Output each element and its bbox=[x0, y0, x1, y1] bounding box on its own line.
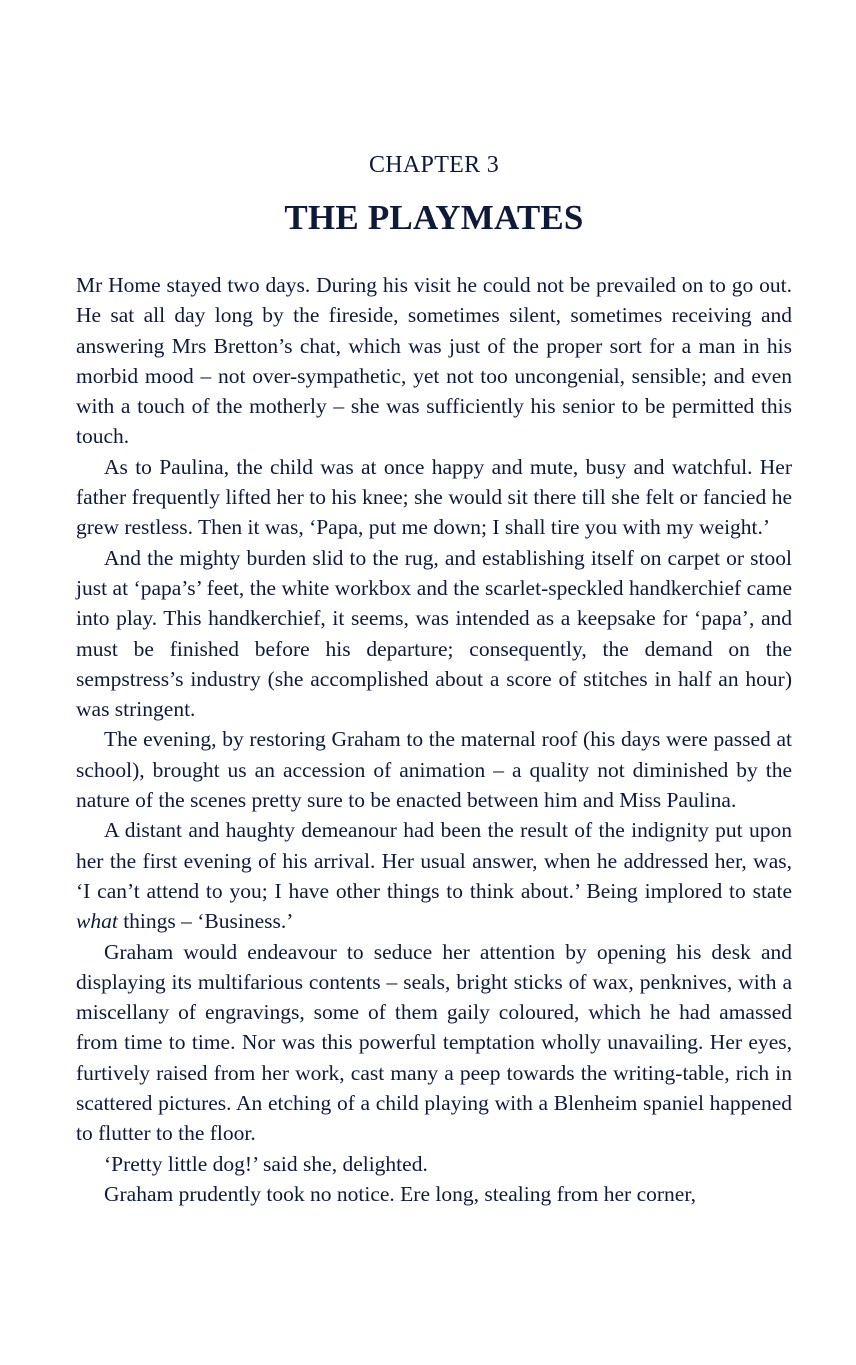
paragraph bbox=[76, 937, 792, 1149]
paragraph-text: Graham prudently took no notice. Ere long, stealing from her corner, bbox=[104, 1181, 696, 1206]
paragraph bbox=[76, 543, 792, 725]
paragraph-text: Mr Home stayed two days. During his visit he could not be prevailed on to go out. He sat all day long by the fireside, sometimes silent, sometimes receiving and answering Mrs Bretton’s chat, which was just of the proper sort for a man in his morbid mood – not over-sympathetic, yet not too uncongenial, sensible; and even with a touch of the motherly – she was sufficiently his senior to be permitted this touch. bbox=[76, 273, 792, 449]
paragraph bbox=[76, 270, 792, 452]
chapter-number: CHAPTER 3 bbox=[368, 152, 500, 178]
paragraph-text: And the mighty burden slid to the rug, and establishing itself on carpet or stool just at ‘papa’s’ feet, the white workbox and the scarlet-speckled handkerchief came into play. This handkerchief, it seems, was intended as a keepsake for ‘papa’, and must be finished before his departure; consequently, the demand on the sempstress’s industry (she accomplished about a score of stitches in half an hour) was stringent. bbox=[76, 545, 792, 722]
paragraph bbox=[76, 452, 792, 543]
paragraph-text: Graham would endeavour to seduce her attention by opening his desk and displaying its multifarious contents – seals, bright sticks of wax, penknives, with a miscellany of engravings, some of them gaily coloured, which he had amassed from time to time. Nor was this powerful temptation wholly unavailing. Her eyes, furtively raised from her work, cast many a peep towards the writing-table, rich in scattered pictures. An etching of a child playing with a Blenheim spaniel happened to flutter to the floor. bbox=[76, 939, 792, 1146]
paragraph bbox=[76, 1149, 792, 1179]
paragraph bbox=[76, 1179, 792, 1209]
paragraph-text: The evening, by restoring Graham to the maternal roof (his days were passed at school), brought us an accession of animation – a quality not diminished by the nature of the scenes pretty sure to be enacted between him and Miss Paulina. bbox=[76, 727, 792, 813]
paragraph-text: A distant and haughty demeanour had been the result of the indignity put upon her the first evening of his arrival. Her usual answer, when he addressed her, was, ‘I can’t attend to you; I have other things to think about.’ Being implored to state bbox=[76, 818, 792, 903]
paragraph-text: As to Paulina, the child was at once happy and mute, busy and watchful. Her father frequently lifted her to his knee; she would sit there till she felt or fancied he grew restless. Then it was, ‘Papa, put me down; I shall tire you with my weight.’ bbox=[76, 454, 792, 540]
paragraph-text: things – ‘Business.’ bbox=[117, 909, 294, 934]
paragraph-text: ‘Pretty little dog!’ said she, delighted. bbox=[104, 1151, 428, 1176]
chapter-title: THE PLAYMATES bbox=[284, 198, 584, 237]
paragraph bbox=[76, 724, 792, 815]
chapter-body bbox=[76, 270, 792, 1209]
paragraph bbox=[76, 815, 792, 936]
italic-emphasis: what bbox=[76, 909, 118, 934]
